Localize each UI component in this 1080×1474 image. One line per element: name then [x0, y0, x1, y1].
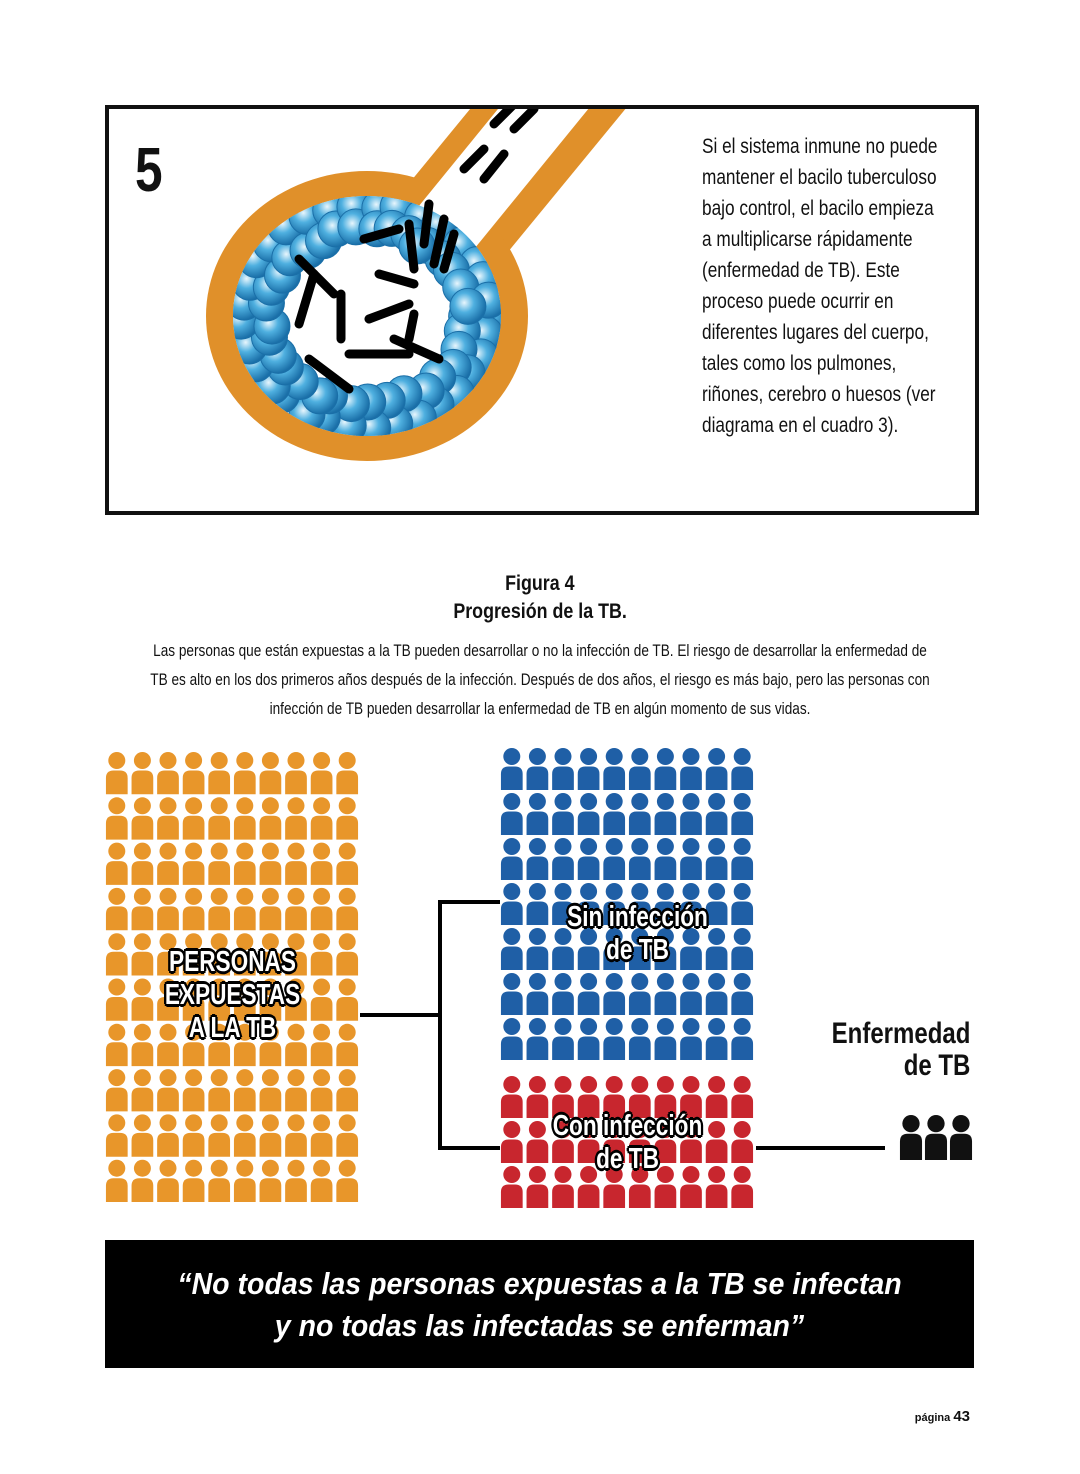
person-icon [132, 1160, 154, 1202]
uninfected-label: Sin infección de TB [567, 901, 708, 966]
person-icon [183, 888, 205, 930]
person-icon [260, 1114, 282, 1156]
person-icon [157, 1069, 179, 1111]
person-icon [311, 843, 333, 885]
person-icon [603, 973, 625, 1015]
person-icon [336, 1114, 358, 1156]
person-icon [183, 797, 205, 839]
person-icon [501, 973, 523, 1015]
person-icon [578, 1018, 600, 1060]
person-icon [655, 1018, 677, 1060]
step-number: 5 [135, 136, 163, 205]
person-icon [106, 888, 128, 930]
person-icon [132, 752, 154, 794]
person-icon [260, 797, 282, 839]
person-icon [527, 1018, 549, 1060]
person-icon [501, 793, 523, 835]
person-icon [285, 797, 307, 839]
person-icon [106, 752, 128, 794]
page-number: página 43 [914, 1408, 970, 1425]
person-icon [680, 973, 702, 1015]
person-icon [285, 752, 307, 794]
person-icon [132, 888, 154, 930]
person-icon [208, 752, 230, 794]
person-icon [629, 838, 651, 880]
person-icon [208, 1114, 230, 1156]
person-icon [311, 797, 333, 839]
person-icon [285, 1160, 307, 1202]
person-icon [311, 888, 333, 930]
person-icon [311, 1160, 333, 1202]
person-icon [106, 1160, 128, 1202]
person-icon [629, 1018, 651, 1060]
person-icon [157, 1114, 179, 1156]
person-icon [260, 843, 282, 885]
person-icon [578, 748, 600, 790]
person-icon [527, 973, 549, 1015]
person-icon [234, 1114, 256, 1156]
person-icon [731, 1018, 753, 1060]
person-icon [731, 748, 753, 790]
person-icon [132, 843, 154, 885]
person-icon [731, 793, 753, 835]
person-icon [336, 888, 358, 930]
person-icon [183, 1160, 205, 1202]
person-icon [183, 843, 205, 885]
person-icon [285, 1114, 307, 1156]
person-icon [157, 843, 179, 885]
person-icon [578, 838, 600, 880]
person-icon [900, 1115, 922, 1160]
infected-label: Con infección de TB [552, 1110, 703, 1175]
person-icon [706, 1018, 728, 1060]
person-icon [234, 888, 256, 930]
person-icon [336, 752, 358, 794]
figure-caption: Las personas que están expuestas a la TB pueden desarrollar o no la infección de TB. El riesgo de desarrollar la enfermedad de TB es alto en los dos primeros años después de la infección. Después de dos años, el riesgo es más bajo, pero las personas con infección de TB pueden desarrollar la enfermedad de TB en algún momento de sus vidas. [150, 641, 930, 718]
person-icon [552, 838, 574, 880]
person-icon [950, 1115, 972, 1160]
quote-banner: “No todas las personas expuestas a la TB se infectan y no todas las infectadas se enferman” [105, 1240, 974, 1368]
person-icon [629, 973, 651, 1015]
person-icon [208, 1069, 230, 1111]
person-icon [132, 1069, 154, 1111]
person-icon [731, 838, 753, 880]
person-icon [311, 1069, 333, 1111]
person-icon [208, 797, 230, 839]
step-description: Si el sistema inmune no puede mantener el bacilo tuberculoso bajo control, el bacilo empieza a multiplicarse rápidamente (enfermedad de TB). Este proceso puede ocurrir en diferentes lugares del cuerpo, tales como los pulmones, riñones, cerebro o huesos (ver diagrama en el cuadro 3). [702, 135, 938, 437]
disease-people-group [900, 1115, 972, 1160]
person-icon [501, 1018, 523, 1060]
person-icon [106, 1114, 128, 1156]
person-icon [336, 1160, 358, 1202]
person-icon [680, 1018, 702, 1060]
person-icon [234, 752, 256, 794]
person-icon [603, 748, 625, 790]
person-icon [552, 748, 574, 790]
person-icon [285, 888, 307, 930]
person-icon [234, 1160, 256, 1202]
person-icon [578, 793, 600, 835]
connector-line [440, 902, 500, 1148]
person-icon [234, 797, 256, 839]
person-icon [680, 838, 702, 880]
person-icon [260, 1069, 282, 1111]
person-icon [552, 973, 574, 1015]
exposed-label: PERSONAS EXPUESTAS A LA TB [164, 946, 301, 1044]
figure-label: Figura 4 [505, 572, 575, 595]
person-icon [183, 1069, 205, 1111]
person-icon [629, 793, 651, 835]
person-icon [311, 752, 333, 794]
person-icon [157, 752, 179, 794]
person-icon [157, 1160, 179, 1202]
person-icon [132, 1114, 154, 1156]
person-icon [680, 793, 702, 835]
person-icon [655, 748, 677, 790]
person-icon [527, 748, 549, 790]
person-icon [706, 838, 728, 880]
person-icon [183, 1114, 205, 1156]
disease-label: Enfermedad de TB [831, 1017, 970, 1082]
person-icon [234, 843, 256, 885]
person-icon [234, 1069, 256, 1111]
person-icon [527, 838, 549, 880]
person-icon [706, 973, 728, 1015]
person-icon [578, 973, 600, 1015]
person-icon [260, 888, 282, 930]
person-icon [655, 838, 677, 880]
person-icon [132, 797, 154, 839]
person-icon [603, 793, 625, 835]
person-icon [336, 1069, 358, 1111]
person-icon [603, 1018, 625, 1060]
person-icon [208, 1160, 230, 1202]
person-icon [106, 797, 128, 839]
person-icon [311, 1114, 333, 1156]
person-icon [925, 1115, 947, 1160]
person-icon [629, 748, 651, 790]
person-icon [655, 793, 677, 835]
person-icon [680, 748, 702, 790]
person-icon [552, 793, 574, 835]
person-icon [208, 843, 230, 885]
person-icon [336, 843, 358, 885]
person-icon [285, 843, 307, 885]
person-icon [731, 973, 753, 1015]
person-icon [285, 1069, 307, 1111]
person-icon [157, 888, 179, 930]
person-icon [603, 838, 625, 880]
person-icon [157, 797, 179, 839]
person-icon [706, 748, 728, 790]
person-icon [655, 973, 677, 1015]
person-icon [527, 793, 549, 835]
person-icon [208, 888, 230, 930]
person-icon [260, 752, 282, 794]
person-icon [106, 843, 128, 885]
person-icon [501, 748, 523, 790]
person-icon [260, 1160, 282, 1202]
figure-title: Progresión de la TB. [453, 600, 627, 623]
person-icon [106, 1069, 128, 1111]
person-icon [183, 752, 205, 794]
person-icon [706, 793, 728, 835]
person-icon [336, 797, 358, 839]
person-icon [501, 838, 523, 880]
person-icon [552, 1018, 574, 1060]
